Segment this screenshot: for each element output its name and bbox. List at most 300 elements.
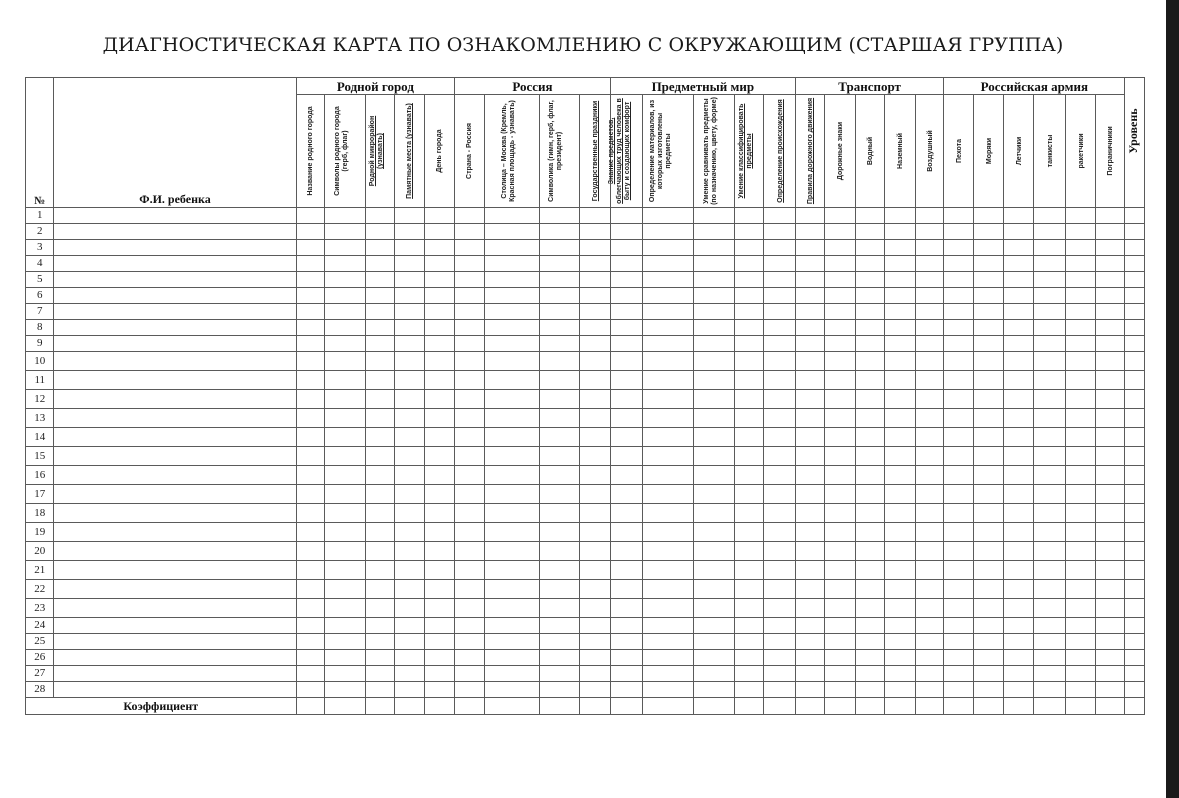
score-cell[interactable] xyxy=(424,618,455,634)
score-cell[interactable] xyxy=(484,390,539,409)
score-cell[interactable] xyxy=(424,599,455,618)
score-cell[interactable] xyxy=(395,428,424,447)
score-cell[interactable] xyxy=(325,390,366,409)
score-cell[interactable] xyxy=(455,650,484,666)
coefficient-cell[interactable] xyxy=(424,698,455,715)
score-cell[interactable] xyxy=(825,580,856,599)
score-cell[interactable] xyxy=(1033,580,1066,599)
score-cell[interactable] xyxy=(885,409,916,428)
score-cell[interactable] xyxy=(296,272,324,288)
score-cell[interactable] xyxy=(973,618,1004,634)
score-cell[interactable] xyxy=(734,240,763,256)
score-cell[interactable] xyxy=(539,523,580,542)
score-cell[interactable] xyxy=(1095,336,1125,352)
score-cell[interactable] xyxy=(643,409,694,428)
score-cell[interactable] xyxy=(973,542,1004,561)
score-cell[interactable] xyxy=(855,224,884,240)
score-cell[interactable] xyxy=(325,240,366,256)
score-cell[interactable] xyxy=(885,320,916,336)
score-cell[interactable] xyxy=(1125,599,1145,618)
score-cell[interactable] xyxy=(1125,371,1145,390)
score-cell[interactable] xyxy=(915,504,943,523)
score-cell[interactable] xyxy=(915,634,943,650)
score-cell[interactable] xyxy=(643,682,694,698)
score-cell[interactable] xyxy=(764,352,796,371)
score-cell[interactable] xyxy=(1004,466,1033,485)
score-cell[interactable] xyxy=(455,409,484,428)
score-cell[interactable] xyxy=(455,371,484,390)
score-cell[interactable] xyxy=(296,523,324,542)
score-cell[interactable] xyxy=(395,561,424,580)
score-cell[interactable] xyxy=(734,599,763,618)
score-cell[interactable] xyxy=(885,428,916,447)
score-cell[interactable] xyxy=(580,409,611,428)
score-cell[interactable] xyxy=(365,682,394,698)
score-cell[interactable] xyxy=(944,504,973,523)
score-cell[interactable] xyxy=(734,208,763,224)
score-cell[interactable] xyxy=(1125,504,1145,523)
score-cell[interactable] xyxy=(643,485,694,504)
score-cell[interactable] xyxy=(764,542,796,561)
score-cell[interactable] xyxy=(855,542,884,561)
score-cell[interactable] xyxy=(325,409,366,428)
score-cell[interactable] xyxy=(395,208,424,224)
score-cell[interactable] xyxy=(855,240,884,256)
score-cell[interactable] xyxy=(855,304,884,320)
score-cell[interactable] xyxy=(484,580,539,599)
score-cell[interactable] xyxy=(296,208,324,224)
score-cell[interactable] xyxy=(1125,542,1145,561)
score-cell[interactable] xyxy=(855,634,884,650)
score-cell[interactable] xyxy=(1095,599,1125,618)
score-cell[interactable] xyxy=(1004,304,1033,320)
score-cell[interactable] xyxy=(885,580,916,599)
score-cell[interactable] xyxy=(694,240,735,256)
score-cell[interactable] xyxy=(610,390,643,409)
score-cell[interactable] xyxy=(455,352,484,371)
score-cell[interactable] xyxy=(764,371,796,390)
score-cell[interactable] xyxy=(455,336,484,352)
score-cell[interactable] xyxy=(484,272,539,288)
score-cell[interactable] xyxy=(610,224,643,240)
score-cell[interactable] xyxy=(1033,224,1066,240)
child-name-cell[interactable] xyxy=(54,256,296,272)
score-cell[interactable] xyxy=(424,466,455,485)
score-cell[interactable] xyxy=(944,618,973,634)
score-cell[interactable] xyxy=(296,634,324,650)
score-cell[interactable] xyxy=(610,256,643,272)
score-cell[interactable] xyxy=(915,561,943,580)
score-cell[interactable] xyxy=(424,485,455,504)
child-name-cell[interactable] xyxy=(54,428,296,447)
score-cell[interactable] xyxy=(484,485,539,504)
score-cell[interactable] xyxy=(795,542,824,561)
score-cell[interactable] xyxy=(1004,542,1033,561)
score-cell[interactable] xyxy=(580,504,611,523)
score-cell[interactable] xyxy=(610,580,643,599)
score-cell[interactable] xyxy=(484,288,539,304)
score-cell[interactable] xyxy=(365,542,394,561)
score-cell[interactable] xyxy=(855,466,884,485)
score-cell[interactable] xyxy=(484,320,539,336)
score-cell[interactable] xyxy=(539,466,580,485)
score-cell[interactable] xyxy=(395,599,424,618)
child-name-cell[interactable] xyxy=(54,288,296,304)
score-cell[interactable] xyxy=(915,618,943,634)
score-cell[interactable] xyxy=(424,542,455,561)
score-cell[interactable] xyxy=(944,352,973,371)
score-cell[interactable] xyxy=(455,272,484,288)
score-cell[interactable] xyxy=(1095,634,1125,650)
score-cell[interactable] xyxy=(643,390,694,409)
score-cell[interactable] xyxy=(1004,599,1033,618)
score-cell[interactable] xyxy=(610,428,643,447)
score-cell[interactable] xyxy=(734,650,763,666)
score-cell[interactable] xyxy=(1033,447,1066,466)
score-cell[interactable] xyxy=(539,336,580,352)
score-cell[interactable] xyxy=(365,650,394,666)
score-cell[interactable] xyxy=(915,240,943,256)
score-cell[interactable] xyxy=(1033,682,1066,698)
score-cell[interactable] xyxy=(296,561,324,580)
score-cell[interactable] xyxy=(764,272,796,288)
score-cell[interactable] xyxy=(580,352,611,371)
score-cell[interactable] xyxy=(1066,447,1095,466)
score-cell[interactable] xyxy=(325,288,366,304)
score-cell[interactable] xyxy=(325,447,366,466)
score-cell[interactable] xyxy=(795,580,824,599)
score-cell[interactable] xyxy=(610,618,643,634)
score-cell[interactable] xyxy=(825,561,856,580)
score-cell[interactable] xyxy=(1095,240,1125,256)
score-cell[interactable] xyxy=(915,428,943,447)
score-cell[interactable] xyxy=(395,580,424,599)
score-cell[interactable] xyxy=(694,428,735,447)
child-name-cell[interactable] xyxy=(54,523,296,542)
score-cell[interactable] xyxy=(915,320,943,336)
score-cell[interactable] xyxy=(1095,523,1125,542)
score-cell[interactable] xyxy=(296,224,324,240)
score-cell[interactable] xyxy=(1066,599,1095,618)
score-cell[interactable] xyxy=(296,682,324,698)
score-cell[interactable] xyxy=(365,371,394,390)
score-cell[interactable] xyxy=(855,504,884,523)
score-cell[interactable] xyxy=(885,542,916,561)
score-cell[interactable] xyxy=(455,542,484,561)
score-cell[interactable] xyxy=(915,304,943,320)
score-cell[interactable] xyxy=(455,390,484,409)
score-cell[interactable] xyxy=(1066,208,1095,224)
score-cell[interactable] xyxy=(424,650,455,666)
score-cell[interactable] xyxy=(424,447,455,466)
score-cell[interactable] xyxy=(1125,224,1145,240)
score-cell[interactable] xyxy=(855,208,884,224)
score-cell[interactable] xyxy=(580,288,611,304)
score-cell[interactable] xyxy=(424,320,455,336)
score-cell[interactable] xyxy=(764,682,796,698)
score-cell[interactable] xyxy=(764,208,796,224)
score-cell[interactable] xyxy=(1033,634,1066,650)
score-cell[interactable] xyxy=(944,304,973,320)
coefficient-cell[interactable] xyxy=(944,698,973,715)
score-cell[interactable] xyxy=(325,466,366,485)
score-cell[interactable] xyxy=(1004,352,1033,371)
score-cell[interactable] xyxy=(825,466,856,485)
score-cell[interactable] xyxy=(764,390,796,409)
score-cell[interactable] xyxy=(734,466,763,485)
score-cell[interactable] xyxy=(1004,666,1033,682)
score-cell[interactable] xyxy=(734,272,763,288)
score-cell[interactable] xyxy=(734,618,763,634)
score-cell[interactable] xyxy=(734,288,763,304)
score-cell[interactable] xyxy=(1004,390,1033,409)
score-cell[interactable] xyxy=(395,352,424,371)
child-name-cell[interactable] xyxy=(54,352,296,371)
score-cell[interactable] xyxy=(296,650,324,666)
score-cell[interactable] xyxy=(694,320,735,336)
score-cell[interactable] xyxy=(580,634,611,650)
score-cell[interactable] xyxy=(795,240,824,256)
score-cell[interactable] xyxy=(325,371,366,390)
coefficient-cell[interactable] xyxy=(1125,698,1145,715)
score-cell[interactable] xyxy=(973,561,1004,580)
score-cell[interactable] xyxy=(484,409,539,428)
score-cell[interactable] xyxy=(296,304,324,320)
score-cell[interactable] xyxy=(973,666,1004,682)
score-cell[interactable] xyxy=(1066,542,1095,561)
score-cell[interactable] xyxy=(764,650,796,666)
score-cell[interactable] xyxy=(643,599,694,618)
score-cell[interactable] xyxy=(610,561,643,580)
score-cell[interactable] xyxy=(296,599,324,618)
score-cell[interactable] xyxy=(484,256,539,272)
score-cell[interactable] xyxy=(365,466,394,485)
child-name-cell[interactable] xyxy=(54,485,296,504)
score-cell[interactable] xyxy=(325,304,366,320)
score-cell[interactable] xyxy=(580,650,611,666)
score-cell[interactable] xyxy=(1066,428,1095,447)
score-cell[interactable] xyxy=(885,256,916,272)
score-cell[interactable] xyxy=(1004,428,1033,447)
score-cell[interactable] xyxy=(1033,599,1066,618)
score-cell[interactable] xyxy=(325,599,366,618)
score-cell[interactable] xyxy=(1033,409,1066,428)
score-cell[interactable] xyxy=(825,523,856,542)
score-cell[interactable] xyxy=(610,208,643,224)
score-cell[interactable] xyxy=(915,580,943,599)
score-cell[interactable] xyxy=(643,336,694,352)
score-cell[interactable] xyxy=(580,304,611,320)
score-cell[interactable] xyxy=(643,371,694,390)
score-cell[interactable] xyxy=(973,580,1004,599)
child-name-cell[interactable] xyxy=(54,561,296,580)
score-cell[interactable] xyxy=(296,485,324,504)
score-cell[interactable] xyxy=(915,466,943,485)
score-cell[interactable] xyxy=(694,371,735,390)
score-cell[interactable] xyxy=(1125,523,1145,542)
score-cell[interactable] xyxy=(915,208,943,224)
child-name-cell[interactable] xyxy=(54,409,296,428)
score-cell[interactable] xyxy=(643,542,694,561)
score-cell[interactable] xyxy=(395,618,424,634)
score-cell[interactable] xyxy=(885,599,916,618)
score-cell[interactable] xyxy=(944,634,973,650)
score-cell[interactable] xyxy=(484,447,539,466)
score-cell[interactable] xyxy=(1095,320,1125,336)
score-cell[interactable] xyxy=(915,272,943,288)
score-cell[interactable] xyxy=(1033,256,1066,272)
score-cell[interactable] xyxy=(395,304,424,320)
score-cell[interactable] xyxy=(424,390,455,409)
score-cell[interactable] xyxy=(915,485,943,504)
score-cell[interactable] xyxy=(643,466,694,485)
score-cell[interactable] xyxy=(365,288,394,304)
score-cell[interactable] xyxy=(694,466,735,485)
score-cell[interactable] xyxy=(643,224,694,240)
score-cell[interactable] xyxy=(734,409,763,428)
score-cell[interactable] xyxy=(365,224,394,240)
score-cell[interactable] xyxy=(734,523,763,542)
score-cell[interactable] xyxy=(325,336,366,352)
score-cell[interactable] xyxy=(539,256,580,272)
score-cell[interactable] xyxy=(885,618,916,634)
score-cell[interactable] xyxy=(795,485,824,504)
score-cell[interactable] xyxy=(973,320,1004,336)
score-cell[interactable] xyxy=(539,447,580,466)
score-cell[interactable] xyxy=(580,580,611,599)
score-cell[interactable] xyxy=(764,256,796,272)
score-cell[interactable] xyxy=(825,224,856,240)
score-cell[interactable] xyxy=(424,304,455,320)
score-cell[interactable] xyxy=(539,352,580,371)
score-cell[interactable] xyxy=(484,682,539,698)
score-cell[interactable] xyxy=(643,634,694,650)
coefficient-cell[interactable] xyxy=(539,698,580,715)
score-cell[interactable] xyxy=(694,634,735,650)
score-cell[interactable] xyxy=(915,682,943,698)
score-cell[interactable] xyxy=(539,304,580,320)
score-cell[interactable] xyxy=(795,224,824,240)
child-name-cell[interactable] xyxy=(54,224,296,240)
score-cell[interactable] xyxy=(694,618,735,634)
score-cell[interactable] xyxy=(1066,650,1095,666)
score-cell[interactable] xyxy=(915,523,943,542)
score-cell[interactable] xyxy=(795,390,824,409)
score-cell[interactable] xyxy=(1033,542,1066,561)
score-cell[interactable] xyxy=(1066,466,1095,485)
score-cell[interactable] xyxy=(580,485,611,504)
score-cell[interactable] xyxy=(825,240,856,256)
score-cell[interactable] xyxy=(395,390,424,409)
score-cell[interactable] xyxy=(973,208,1004,224)
coefficient-cell[interactable] xyxy=(395,698,424,715)
score-cell[interactable] xyxy=(296,352,324,371)
score-cell[interactable] xyxy=(395,523,424,542)
score-cell[interactable] xyxy=(855,256,884,272)
score-cell[interactable] xyxy=(325,428,366,447)
score-cell[interactable] xyxy=(455,320,484,336)
score-cell[interactable] xyxy=(1066,336,1095,352)
score-cell[interactable] xyxy=(1095,666,1125,682)
score-cell[interactable] xyxy=(643,240,694,256)
score-cell[interactable] xyxy=(539,320,580,336)
score-cell[interactable] xyxy=(455,666,484,682)
score-cell[interactable] xyxy=(764,485,796,504)
score-cell[interactable] xyxy=(944,428,973,447)
score-cell[interactable] xyxy=(484,618,539,634)
score-cell[interactable] xyxy=(734,447,763,466)
score-cell[interactable] xyxy=(973,523,1004,542)
score-cell[interactable] xyxy=(1125,447,1145,466)
child-name-cell[interactable] xyxy=(54,371,296,390)
score-cell[interactable] xyxy=(973,336,1004,352)
score-cell[interactable] xyxy=(455,523,484,542)
score-cell[interactable] xyxy=(944,580,973,599)
score-cell[interactable] xyxy=(1095,409,1125,428)
score-cell[interactable] xyxy=(1125,650,1145,666)
score-cell[interactable] xyxy=(944,542,973,561)
coefficient-cell[interactable] xyxy=(973,698,1004,715)
score-cell[interactable] xyxy=(973,447,1004,466)
score-cell[interactable] xyxy=(395,634,424,650)
score-cell[interactable] xyxy=(580,240,611,256)
score-cell[interactable] xyxy=(325,542,366,561)
score-cell[interactable] xyxy=(365,352,394,371)
score-cell[interactable] xyxy=(764,466,796,485)
score-cell[interactable] xyxy=(365,666,394,682)
score-cell[interactable] xyxy=(643,618,694,634)
score-cell[interactable] xyxy=(795,304,824,320)
score-cell[interactable] xyxy=(296,409,324,428)
score-cell[interactable] xyxy=(734,561,763,580)
score-cell[interactable] xyxy=(325,352,366,371)
score-cell[interactable] xyxy=(1004,409,1033,428)
score-cell[interactable] xyxy=(1066,580,1095,599)
score-cell[interactable] xyxy=(973,504,1004,523)
score-cell[interactable] xyxy=(296,336,324,352)
score-cell[interactable] xyxy=(424,272,455,288)
score-cell[interactable] xyxy=(1125,485,1145,504)
score-cell[interactable] xyxy=(539,409,580,428)
score-cell[interactable] xyxy=(1004,224,1033,240)
score-cell[interactable] xyxy=(795,466,824,485)
score-cell[interactable] xyxy=(855,447,884,466)
score-cell[interactable] xyxy=(395,447,424,466)
score-cell[interactable] xyxy=(395,320,424,336)
coefficient-cell[interactable] xyxy=(764,698,796,715)
score-cell[interactable] xyxy=(395,256,424,272)
score-cell[interactable] xyxy=(395,272,424,288)
score-cell[interactable] xyxy=(1125,208,1145,224)
score-cell[interactable] xyxy=(795,272,824,288)
score-cell[interactable] xyxy=(855,561,884,580)
score-cell[interactable] xyxy=(1125,466,1145,485)
child-name-cell[interactable] xyxy=(54,336,296,352)
score-cell[interactable] xyxy=(795,409,824,428)
score-cell[interactable] xyxy=(365,428,394,447)
coefficient-cell[interactable] xyxy=(915,698,943,715)
score-cell[interactable] xyxy=(825,634,856,650)
score-cell[interactable] xyxy=(296,580,324,599)
score-cell[interactable] xyxy=(325,682,366,698)
score-cell[interactable] xyxy=(395,371,424,390)
score-cell[interactable] xyxy=(580,371,611,390)
score-cell[interactable] xyxy=(484,371,539,390)
score-cell[interactable] xyxy=(795,599,824,618)
score-cell[interactable] xyxy=(825,650,856,666)
score-cell[interactable] xyxy=(694,542,735,561)
score-cell[interactable] xyxy=(734,504,763,523)
